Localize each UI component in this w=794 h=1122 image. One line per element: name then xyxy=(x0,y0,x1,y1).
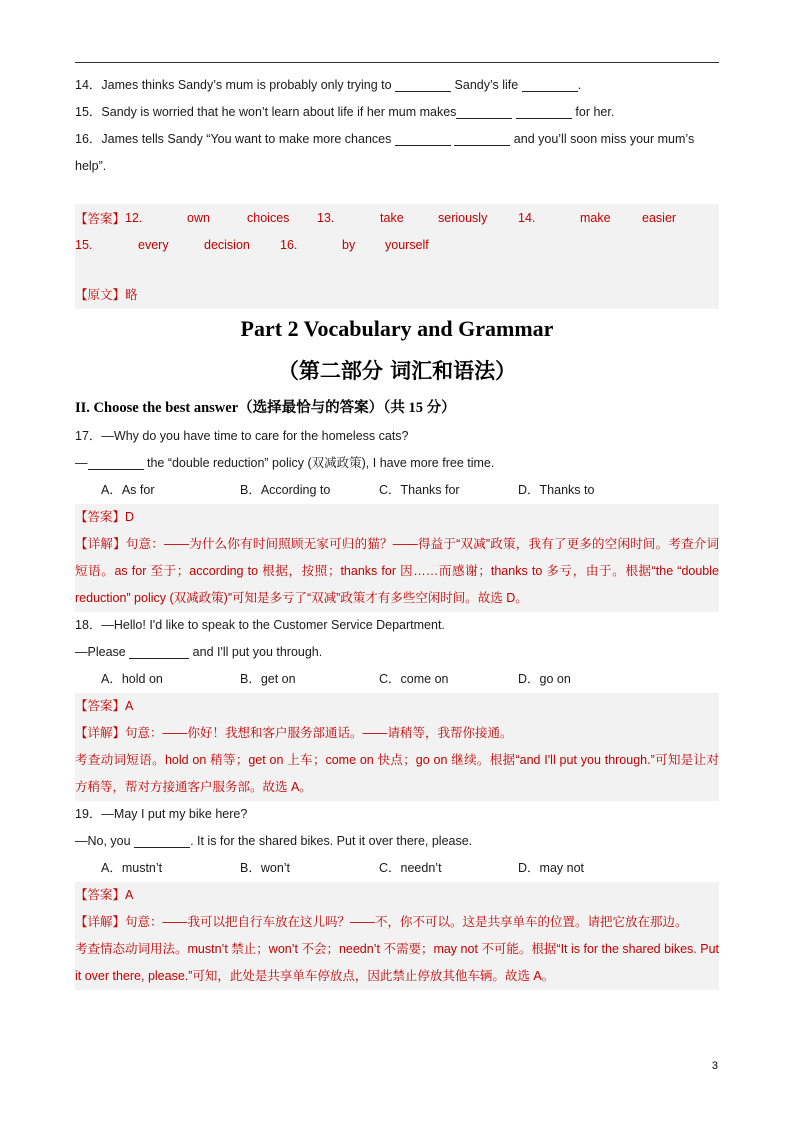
blank[interactable] xyxy=(395,77,451,92)
option-c[interactable]: C．Thanks for xyxy=(379,483,460,497)
detail-text: 考查动词短语。hold on 稍等；get on 上车；come on 快点；go on 继续。根据“and I'll put you through.”可知是让对方稍等，帮对方接通客户服务部。故选 A。 xyxy=(75,753,719,794)
question-15: 15．Sandy is worried that he won’t learn about life if her mum makes for her. xyxy=(75,105,615,119)
option-a[interactable]: A．mustn’t xyxy=(101,861,163,875)
answer-row-2: 15. every decision 16. by yourself xyxy=(75,237,429,252)
blank[interactable] xyxy=(134,833,190,848)
detail-text: 【详解】句意：——我可以把自行车放在这儿吗？——不，你不可以。这是共享单车的位置。请把它放在那边。 xyxy=(75,915,688,929)
answer-box-18 xyxy=(75,693,719,801)
question-19-line2: —No, you . It is for the shared bikes. Put it over there, please. xyxy=(75,834,473,848)
question-14: 14．James thinks Sandy’s mum is probably only trying to Sandy’s life . xyxy=(75,78,582,92)
question-18-options xyxy=(75,666,719,693)
detail-text: 【详解】句意：——你好！我想和客户服务部通话。——请稍等，我帮你接通。 xyxy=(75,726,513,740)
blank[interactable] xyxy=(454,131,510,146)
option-d[interactable]: D．go on xyxy=(518,672,571,686)
section-title: II. Choose the best answer（选择最恰与的答案）（共 15 分） xyxy=(75,400,456,416)
option-d[interactable]: D．Thanks to xyxy=(518,483,595,497)
question-17-line2: — the “double reduction” policy (双减政策), I have more free time. xyxy=(75,456,495,470)
answer-box-17 xyxy=(75,504,719,612)
question-19-options xyxy=(75,855,719,882)
document-body xyxy=(75,72,719,990)
question-18-stem: 18．—Hello! I'd like to speak to the Customer Service Department. xyxy=(75,618,445,632)
blank[interactable] xyxy=(88,455,144,470)
part-subtitle: （第二部分 词汇和语法） xyxy=(277,358,517,383)
blank[interactable] xyxy=(522,77,578,92)
question-19-stem: 19．—May I put my bike here? xyxy=(75,807,248,821)
answer-box-1 xyxy=(75,204,719,309)
question-18-line2: —Please and I'll put you through. xyxy=(75,645,323,659)
option-b[interactable]: B．won’t xyxy=(240,861,291,875)
option-a[interactable]: A．As for xyxy=(101,483,155,497)
detail-text: 考查情态动词用法。mustn’t 禁止；won’t 不会；needn’t 不需要；may not 不可能。根据“It is for the shared bikes. Put it over there, please.”可知，此处是共享单车停放点，因此禁止停放其他车辆。故选 A。 xyxy=(75,942,719,983)
detail-text: 【详解】句意：——为什么你有时间照顾无家可归的猫？——得益于“双减”政策，我有了更多的空闲时间。考查介词短语。as for 至于；according to 根据，按照；thanks for 因……而感谢；thanks to 多亏，由于。根据“the “double reduction” policy (双减政策)”可知是多亏了“双减”政策才有多些空闲时间。故选 D。 xyxy=(75,537,719,605)
question-17-options xyxy=(75,477,719,504)
answer-line: 【答案】A xyxy=(75,888,134,902)
answer-row-1: 【答案】 12. own choices 13. take seriously 14. make easier xyxy=(75,210,677,226)
option-d[interactable]: D．may not xyxy=(518,861,584,875)
header-rule xyxy=(75,62,719,63)
blank[interactable] xyxy=(516,104,572,119)
option-c[interactable]: C．needn’t xyxy=(379,861,442,875)
original-text-line: 【原文】略 xyxy=(75,288,138,302)
option-b[interactable]: B．get on xyxy=(240,672,296,686)
question-17-stem: 17．—Why do you have time to care for the homeless cats? xyxy=(75,429,409,443)
question-16-continued: help”. xyxy=(75,159,107,173)
answer-line: 【答案】D xyxy=(75,510,135,524)
part-title: Part 2 Vocabulary and Grammar xyxy=(240,316,554,341)
answer-line: 【答案】A xyxy=(75,699,134,713)
answer-box-19 xyxy=(75,882,719,990)
option-a[interactable]: A．hold on xyxy=(101,672,163,686)
blank[interactable] xyxy=(456,104,512,119)
blank[interactable] xyxy=(395,131,451,146)
blank[interactable] xyxy=(129,644,189,659)
page-number: 3 xyxy=(711,1060,718,1072)
option-c[interactable]: C．come on xyxy=(379,672,449,686)
question-16: 16．James tells Sandy “You want to make more chances and you’ll soon miss your mum’s xyxy=(75,132,695,146)
option-b[interactable]: B．According to xyxy=(240,483,331,497)
